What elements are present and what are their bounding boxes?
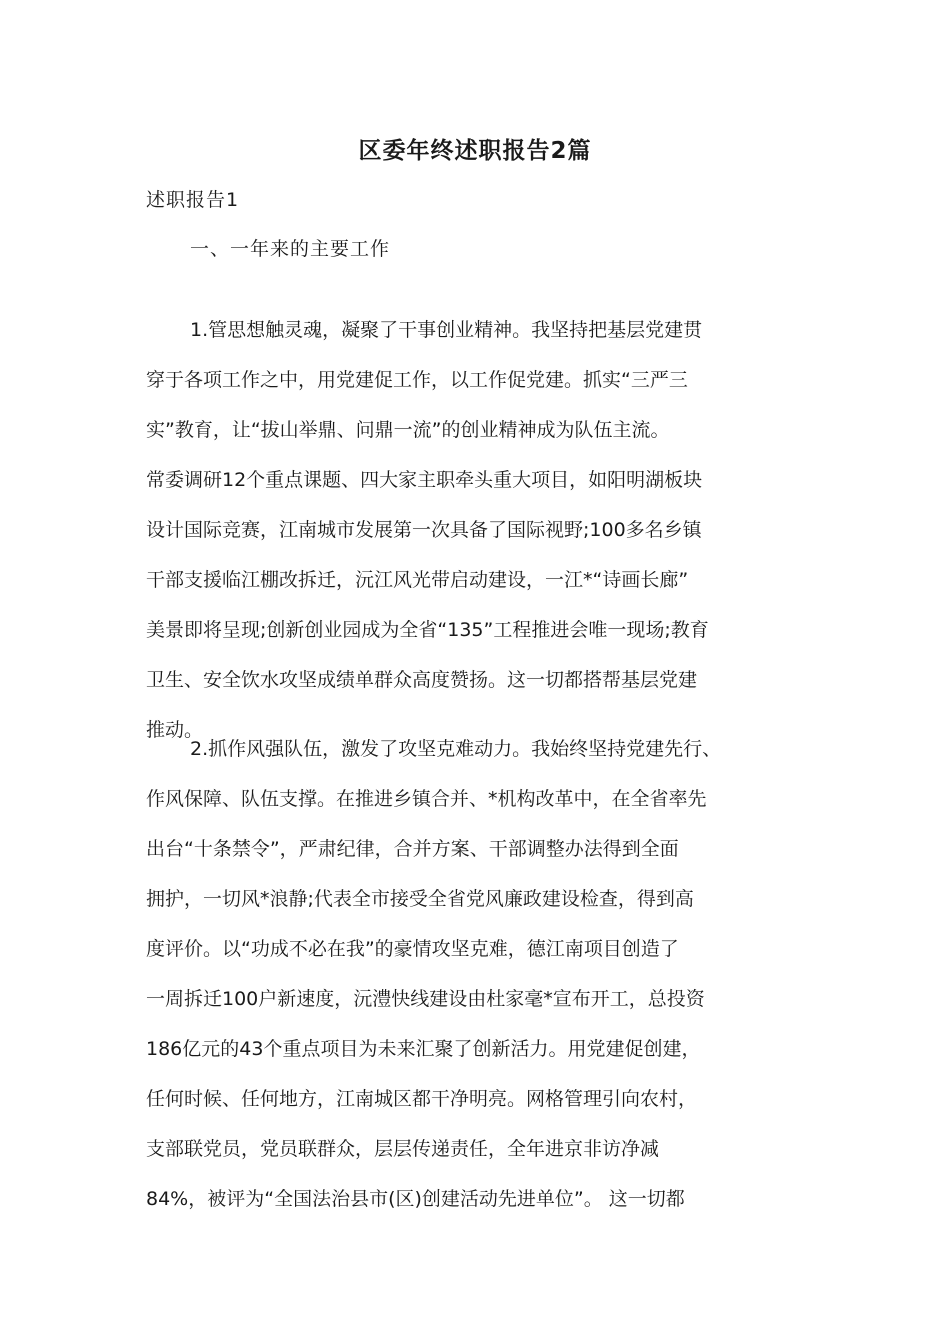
paragraph-line: 实”教育，让“拔山举鼎、问鼎一流”的创业精神成为队伍主流。 <box>146 419 670 441</box>
paragraph-line: 穿于各项工作之中，用党建促工作，以工作促党建。抓实“三严三 <box>146 369 688 391</box>
paragraph-line: 设计国际竞赛，江南城市发展第一次具备了国际视野;100多名乡镇 <box>146 519 702 541</box>
paragraph-line: 2.抓作风强队伍，激发了攻坚克难动力。我始终坚持党建先行、 <box>190 738 722 760</box>
paragraph-line: 84%，被评为“全国法治县市(区)创建活动先进单位”。 这一切都 <box>146 1188 685 1210</box>
paragraph-line: 美景即将呈现;创新创业园成为全省“135”工程推进会唯一现场;教育 <box>146 619 709 641</box>
paragraph-line: 卫生、安全饮水攻坚成绩单群众高度赞扬。这一切都搭帮基层党建 <box>146 669 698 691</box>
paragraph-line: 任何时候、任何地方，江南城区都干净明亮。网格管理引向农村， <box>146 1088 698 1110</box>
paragraph-line: 推动。 <box>146 719 204 741</box>
paragraph-line: 干部支援临江棚改拆迁，沅江风光带启动建设，一江*“诗画长廊” <box>146 569 689 591</box>
paragraph-1 <box>146 305 826 755</box>
paragraph-line: 1.管思想触灵魂，凝聚了干事创业精神。我坚持把基层党建贯 <box>190 319 703 341</box>
document-title: 区委年终述职报告2篇 <box>358 138 592 164</box>
paragraph-2 <box>146 724 826 1224</box>
report-subtitle: 述职报告1 <box>146 189 240 211</box>
paragraph-line: 186亿元的43个重点项目为未来汇聚了创新活力。用党建促创建， <box>146 1038 701 1060</box>
section-heading: 一、一年来的主要工作 <box>190 238 391 260</box>
paragraph-line: 拥护，一切风*浪静;代表全市接受全省党风廉政建设检查，得到高 <box>146 888 694 910</box>
paragraph-line: 度评价。以“功成不必在我”的豪情攻坚克难，德江南项目创造了 <box>146 938 679 960</box>
paragraph-line: 一周拆迁100户新速度，沅澧快线建设由杜家毫*宣布开工，总投资 <box>146 988 705 1010</box>
paragraph-line: 出台“十条禁令”，严肃纪律，合并方案、干部调整办法得到全面 <box>146 838 679 860</box>
paragraph-line: 常委调研12个重点课题、四大家主职牵头重大项目，如阳明湖板块 <box>146 469 703 491</box>
paragraph-line: 支部联党员，党员联群众，层层传递责任，全年进京非访净减 <box>146 1138 660 1160</box>
paragraph-line: 作风保障、队伍支撑。在推进乡镇合并、*机构改革中，在全省率先 <box>146 788 707 810</box>
